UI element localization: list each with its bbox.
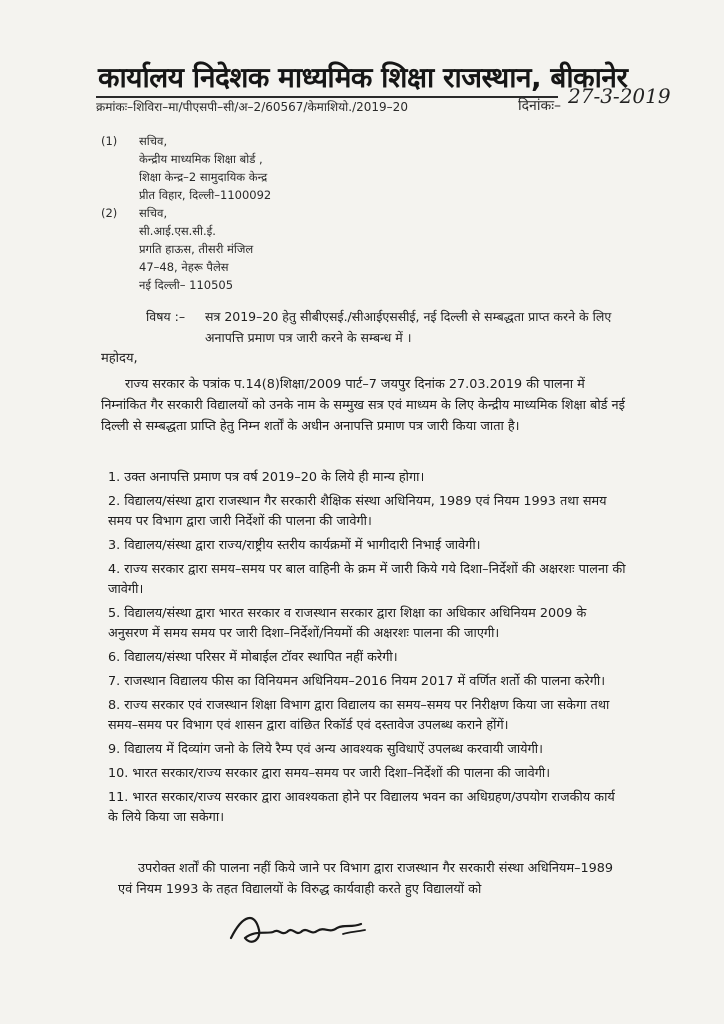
condition-item: 10. भारत सरकार/राज्य सरकार द्वारा समय–समय पर जारी दिशा–निर्देशों की पालना की जावेगी। [108, 766, 551, 781]
subject-block [146, 306, 626, 348]
body-paragraph: राज्य सरकार के पत्रांक प.14(8)शिक्षा/2009 पार्ट–7 जयपुर दिनांक 27.03.2019 की पालना में निम्नांकित गैर सरकारी विद्यालयों को उनके नाम के सम्मुख सत्र एवं माध्यम के लिए केन्द्रीय माध्यमिक शिक्षा बोर्ड नई दिल्ली से सम्बद्धता प्राप्ति हेतु निम्न शर्तों के अधीन अनापत्ति प्रमाण पत्र जारी किया जाता है। [101, 377, 625, 434]
condition-item: 11. भारत सरकार/राज्य सरकार द्वारा आवश्यकता होने पर विद्यालय भवन का अधिग्रहण/उपयोग राजकीय कार्य के लिये किया जा सकेगा। [108, 790, 615, 825]
condition-item: 4. राज्य सरकार द्वारा समय–समय पर बाल वाहिनी के क्रम में जारी किये गये दिशा–निर्देशों की अक्षरशः पालना की जावेगी। [108, 562, 626, 597]
date-label: दिनांकः– [518, 98, 562, 114]
addressee-line: प्रीत विहार, दिल्ली–1100092 [139, 188, 272, 202]
closing-paragraph: उपरोक्त शर्तों की पालना नहीं किये जाने पर विभाग द्वारा राजस्थान गैर सरकारी संस्था अधिनियम–1989 एवं नियम 1993 के तहत विद्यालयों के विरुद्ध कार्यवाही करते हुए विद्यालयों को [118, 861, 614, 897]
subject-label: विषय :– [146, 309, 186, 324]
addressee-line: सचिव, [139, 206, 168, 220]
addressee-line: सचिव, [139, 134, 168, 148]
addressee-line: नई दिल्ली– 110505 [139, 278, 234, 292]
salutation: महोदय, [101, 351, 138, 366]
addressee-1 [101, 132, 421, 208]
addressee-line: प्रगति हाऊस, तीसरी मंजिल [139, 242, 254, 256]
condition-item: 6. विद्यालय/संस्था परिसर में मोबाईल टॉवर स्थापित नहीं करेगी। [108, 650, 398, 665]
signature-image [225, 904, 375, 954]
reference-number: क्रमांकः–शिविरा–मा/पीएसपी–सी/अ–2/60567/केमाशियो./2019–20 [96, 100, 408, 114]
conditions-list [108, 468, 628, 832]
office-title: कार्यालय निदेशक माध्यमिक शिक्षा राजस्थान, बीकानेर [98, 61, 628, 94]
addressee-number: (1) [101, 134, 118, 148]
condition-item: 5. विद्यालय/संस्था द्वारा भारत सरकार व राजस्थान सरकार द्वारा शिक्षा का अधिकार अधिनियम 2009 के अनुसरण में समय समय पर जारी दिशा–निर्देशों/नियमों की अक्षरशः पालना की जाएगी। [108, 606, 587, 641]
addressee-number: (2) [101, 206, 118, 220]
condition-item: 2. विद्यालय/संस्था द्वारा राजस्थान गैर सरकारी शैक्षिक संस्था अधिनियम, 1989 एवं नियम 1993 तथा समय समय पर विभाग द्वारा जारी निर्देशों की पालना की जावेगी। [108, 494, 607, 529]
addressee-line: शिक्षा केन्द्र–2 सामुदायिक केन्द्र [139, 170, 268, 184]
subject-text: सत्र 2019–20 हेतु सीबीएसई./सीआईएससीई, नई दिल्ली से सम्बद्धता प्राप्त करने के लिए अनापत्ति प्रमाण पत्र जारी करने के सम्बन्ध में । [205, 309, 612, 345]
condition-item: 7. राजस्थान विद्यालय फीस का विनियमन अधिनियम–2016 नियम 2017 में वर्णित शर्तो की पालना करेगी। [108, 674, 606, 689]
handwritten-date: 27-3-2019 [568, 84, 671, 108]
addressee-line: 47–48, नेहरू पैलेस [139, 260, 229, 274]
condition-item: 1. उक्त अनापत्ति प्रमाण पत्र वर्ष 2019–20 के लिये ही मान्य होगा। [108, 470, 425, 485]
addressee-line: सी.आई.एस.सी.ई. [139, 224, 216, 238]
condition-item: 8. राज्य सरकार एवं राजस्थान शिक्षा विभाग द्वारा विद्यालय का समय–समय पर निरीक्षण किया जा सकेगा तथा समय–समय पर विभाग एवं शासन द्वारा वांछित रिकॉर्ड एवं दस्तावेज उपलब्ध कराने होंगें। [108, 698, 610, 733]
addressee-2 [101, 204, 421, 298]
condition-item: 9. विद्यालय में दिव्यांग जनो के लिये रैम्प एवं अन्य आवश्यक सुविधाऐं उपलब्ध करवायी जायेगी। [108, 742, 543, 757]
condition-item: 3. विद्यालय/संस्था द्वारा राज्य/राष्ट्रीय स्तरीय कार्यक्रमों में भागीदारी निभाई जावेगी। [108, 538, 481, 553]
addressee-line: केन्द्रीय माध्यमिक शिक्षा बोर्ड , [139, 152, 263, 166]
